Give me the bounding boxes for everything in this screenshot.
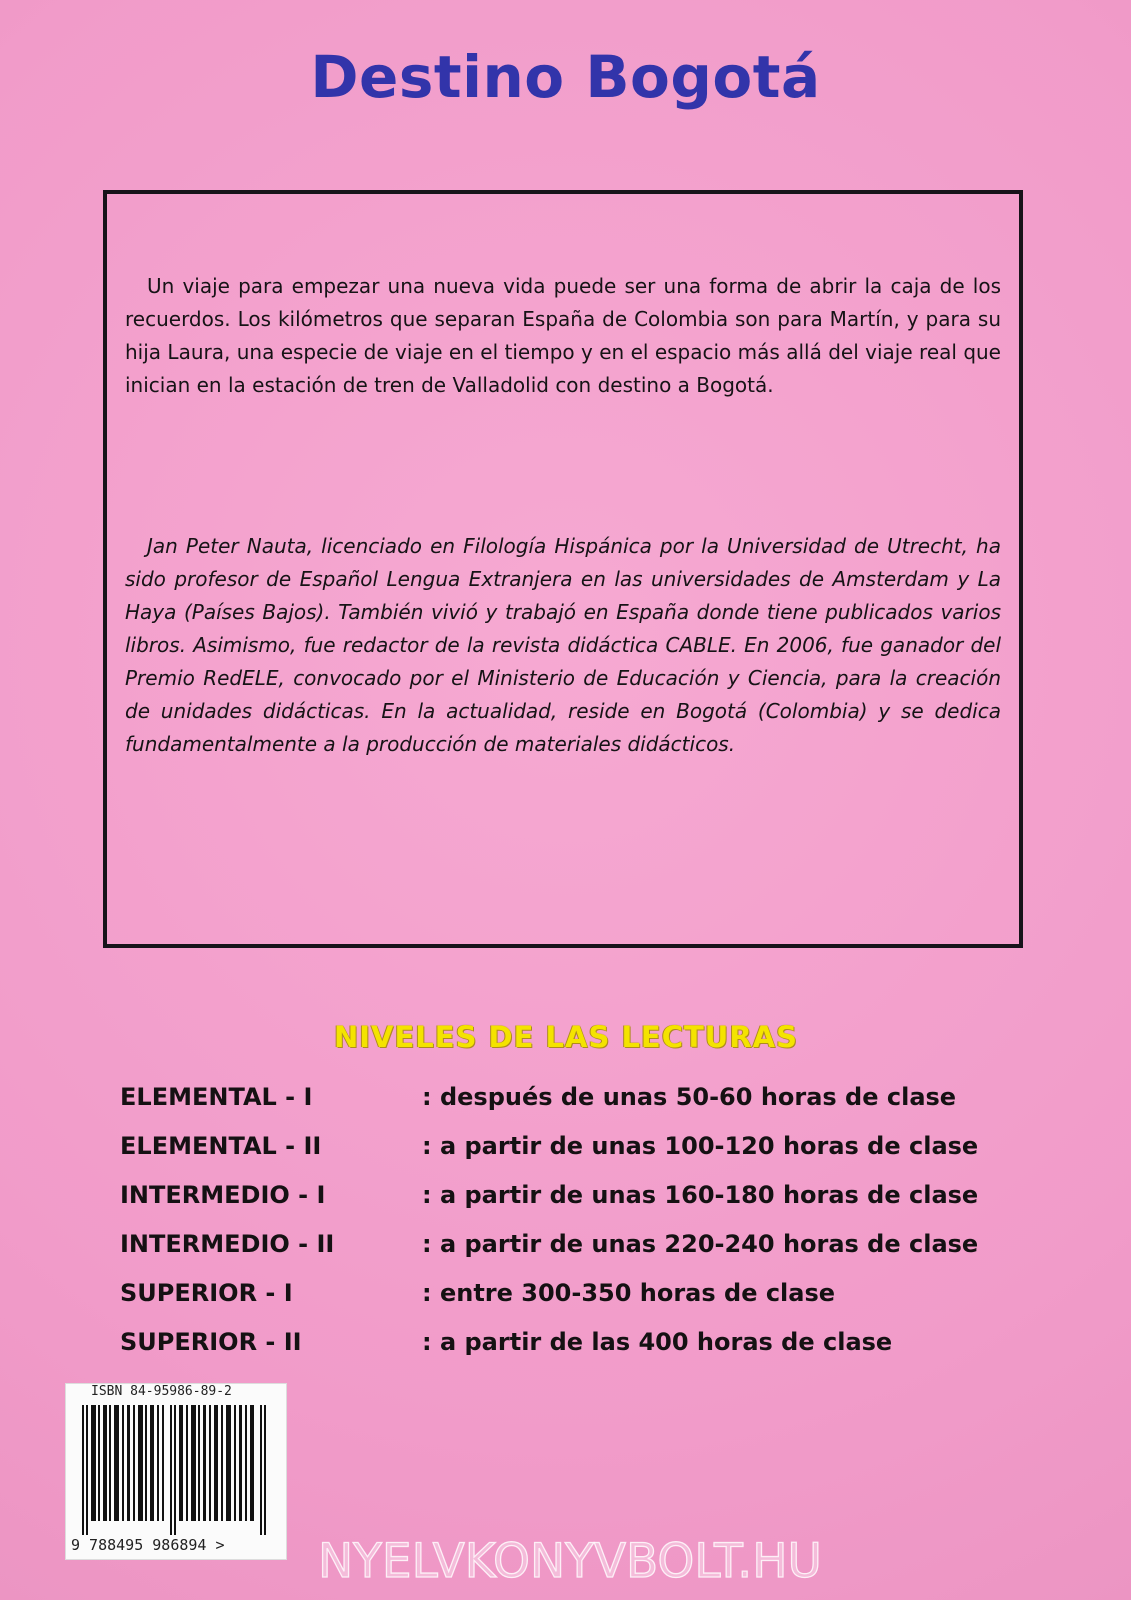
level-name: ELEMENTAL - I	[120, 1083, 313, 1111]
barcode-digits: 9 788495 986894 >	[71, 1536, 225, 1554]
reading-levels-list	[120, 1083, 1020, 1377]
level-row	[120, 1083, 1020, 1132]
isbn-text: ISBN 84-95986-89-2	[91, 1384, 232, 1399]
level-name: INTERMEDIO - I	[120, 1181, 326, 1209]
level-description: : a partir de unas 220-240 horas de clase	[422, 1230, 979, 1258]
book-synopsis: Un viaje para empezar una nueva vida puede ser una forma de abrir la caja de los recuerdos. Los kilómetros que separan España de Colombia son para Martín, y para su hija Laura, una especie de viaje en el tiempo y en el espacio más allá del viaje real que inician en la estación de tren de Valladolid con destino a Bogotá.	[125, 274, 1001, 397]
level-row	[120, 1132, 1020, 1181]
level-description: : a partir de unas 100-120 horas de clase	[422, 1132, 979, 1160]
level-name: SUPERIOR - II	[120, 1328, 302, 1356]
watermark-text: NYELVKONYVBOLT.HU	[318, 1534, 822, 1589]
barcode-bars	[82, 1405, 272, 1535]
author-bio: Jan Peter Nauta, licenciado en Filología Hispánica por la Universidad de Utrecht, ha sido profesor de Español Lengua Extranjera en las universidades de Amsterdam y La Haya (Países Bajos). También vivió y trabajó en España donde tiene publicados varios libros. Asimismo, fue redactor de la revista didáctica CABLE. En 2006, fue ganador del Premio RedELE, convocado por el Ministerio de Educación y Ciencia, para la creación de unidades didácticas. En la actualidad, reside en Bogotá (Colombia) y se dedica fundamentalmente a la producción de materiales didácticos.	[125, 534, 1001, 756]
isbn-barcode	[66, 1384, 286, 1559]
level-description: : después de unas 50-60 horas de clase	[422, 1083, 957, 1111]
book-title: Destino Bogotá	[310, 43, 821, 111]
level-name: INTERMEDIO - II	[120, 1230, 335, 1258]
level-row	[120, 1181, 1020, 1230]
level-name: ELEMENTAL - II	[120, 1132, 322, 1160]
level-description: : entre 300-350 horas de clase	[422, 1279, 836, 1307]
level-row	[120, 1279, 1020, 1328]
level-name: SUPERIOR - I	[120, 1279, 293, 1307]
level-row	[120, 1230, 1020, 1279]
level-row	[120, 1328, 1020, 1377]
reading-levels-heading: NIVELES DE LAS LECTURAS	[333, 1020, 799, 1054]
level-description: : a partir de unas 160-180 horas de clase	[422, 1181, 979, 1209]
level-description: : a partir de las 400 horas de clase	[422, 1328, 893, 1356]
